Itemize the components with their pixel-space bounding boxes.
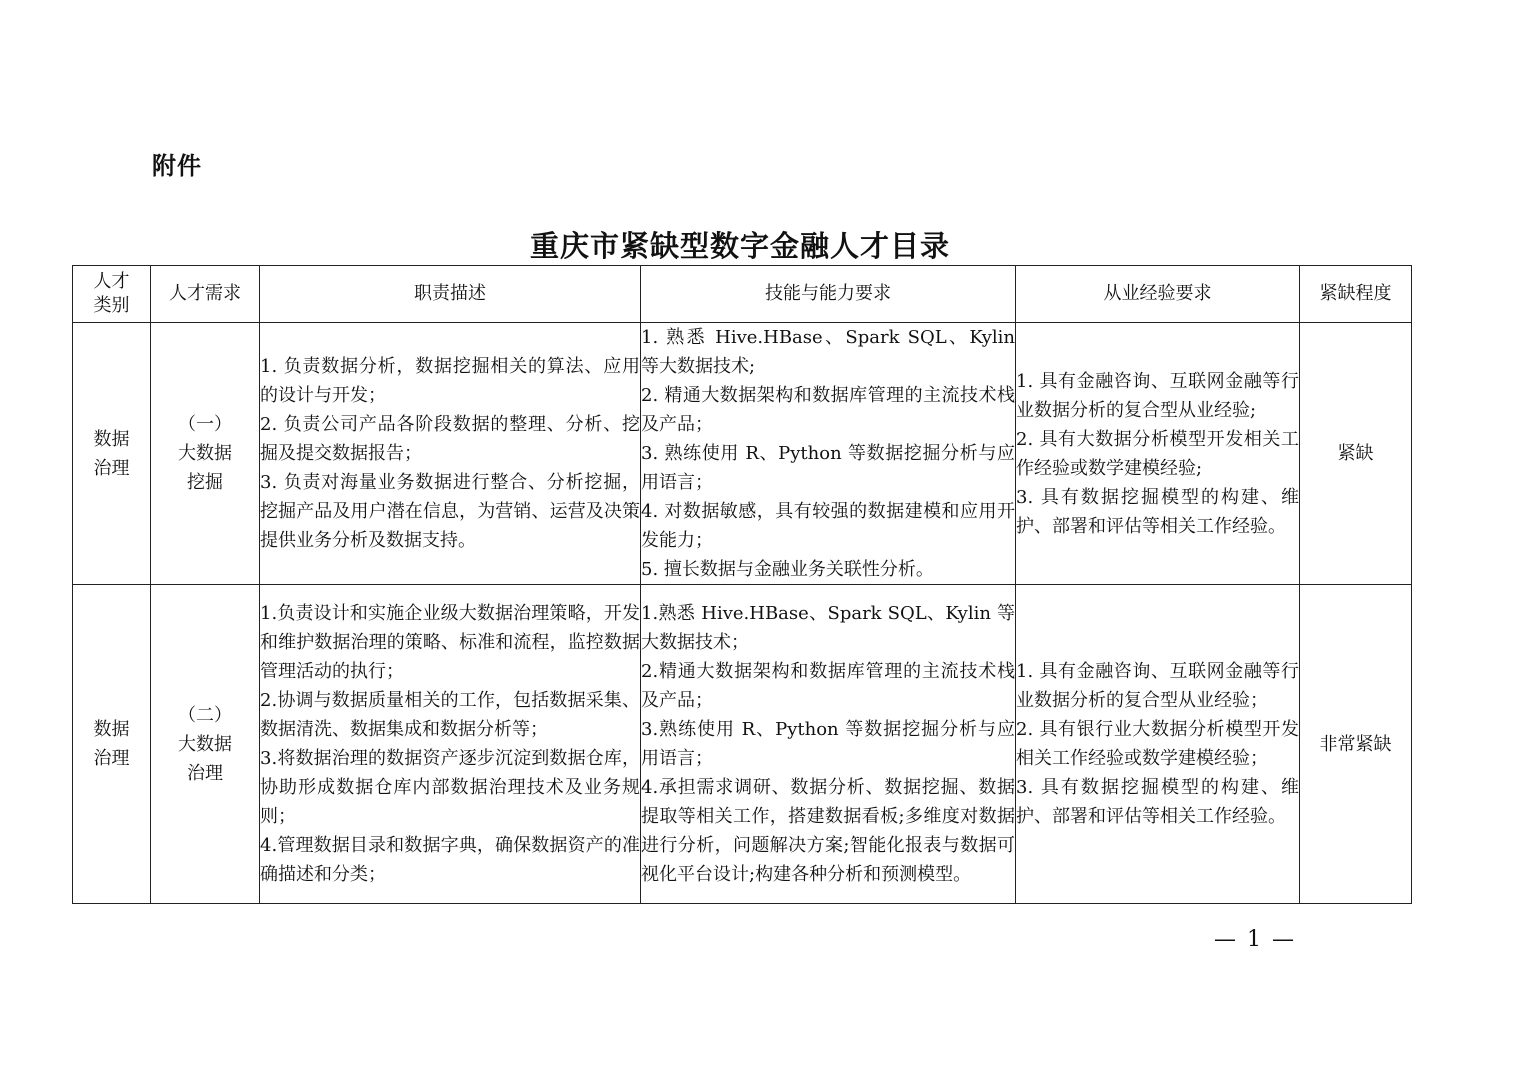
cell-duties: 1. 负责数据分析，数据挖掘相关的算法、应用的设计与开发； 2. 负责公司产品各阶段数据的整理、分析、挖掘及提交数据报告； 3. 负责对海量业务数据进行整合、分析挖掘，挖掘产品及用户潜在信息，为营销、运营及决策提供业务分析及数据支持。 <box>260 323 641 585</box>
talent-catalog-table <box>72 265 1412 904</box>
cell-demand: （一） 大数据 挖掘 <box>151 323 260 585</box>
page-number: — 1 — <box>1214 927 1296 952</box>
document-title: 重庆市紧缺型数字金融人才目录 <box>529 229 950 263</box>
cell-duties: 1.负责设计和实施企业级大数据治理策略，开发和维护数据治理的策略、标准和流程，监控数据管理活动的执行； 2.协调与数据质量相关的工作，包括数据采集、数据清洗、数据集成和数据分析等； 3.将数据治理的数据资产逐步沉淀到数据仓库，协助形成数据仓库内部数据治理技术及业务规则； 4.管理数据目录和数据字典，确保数据资产的准确描述和分类； <box>260 585 641 904</box>
attachment-label: 附件 <box>152 152 202 180</box>
header-category: 人才 类别 <box>73 266 151 323</box>
cell-shortage: 非常紧缺 <box>1300 585 1412 904</box>
cell-demand: （二） 大数据 治理 <box>151 585 260 904</box>
cell-category: 数据 治理 <box>73 585 151 904</box>
cell-skills: 1.熟悉 Hive.HBase、Spark SQL、Kylin 等大数据技术； 2.精通大数据架构和数据库管理的主流技术栈及产品； 3.熟练使用 R、Python 等数据挖掘分析与应用语言； 4.承担需求调研、数据分析、数据挖掘、数据提取等相关工作，搭建数据看板;多维度对数据进行分析，问题解决方案;智能化报表与数据可视化平台设计;构建各种分析和预测模型。 <box>641 585 1016 904</box>
header-experience: 从业经验要求 <box>1016 266 1300 323</box>
cell-skills: 1. 熟悉 Hive.HBase、Spark SQL、Kylin 等大数据技术; 2. 精通大数据架构和数据库管理的主流技术栈及产品； 3. 熟练使用 R、Python 等数据挖掘分析与应用语言； 4. 对数据敏感，具有较强的数据建模和应用开发能力； 5. 擅长数据与金融业务关联性分析。 <box>641 323 1016 585</box>
table-row <box>73 323 1412 585</box>
table-row <box>73 585 1412 904</box>
cell-experience: 1. 具有金融咨询、互联网金融等行业数据分析的复合型从业经验； 2. 具有银行业大数据分析模型开发相关工作经验或数学建模经验； 3. 具有数据挖掘模型的构建、维护、部署和评估等相关工作经验。 <box>1016 585 1300 904</box>
header-duties: 职责描述 <box>260 266 641 323</box>
cell-experience: 1. 具有金融咨询、互联网金融等行业数据分析的复合型从业经验; 2. 具有大数据分析模型开发相关工作经验或数学建模经验; 3. 具有数据挖掘模型的构建、维护、部署和评估等相关工作经验。 <box>1016 323 1300 585</box>
cell-shortage: 紧缺 <box>1300 323 1412 585</box>
header-shortage: 紧缺程度 <box>1300 266 1412 323</box>
table-header-row <box>73 266 1412 323</box>
header-demand: 人才需求 <box>151 266 260 323</box>
cell-category: 数据 治理 <box>73 323 151 585</box>
header-skills: 技能与能力要求 <box>641 266 1016 323</box>
